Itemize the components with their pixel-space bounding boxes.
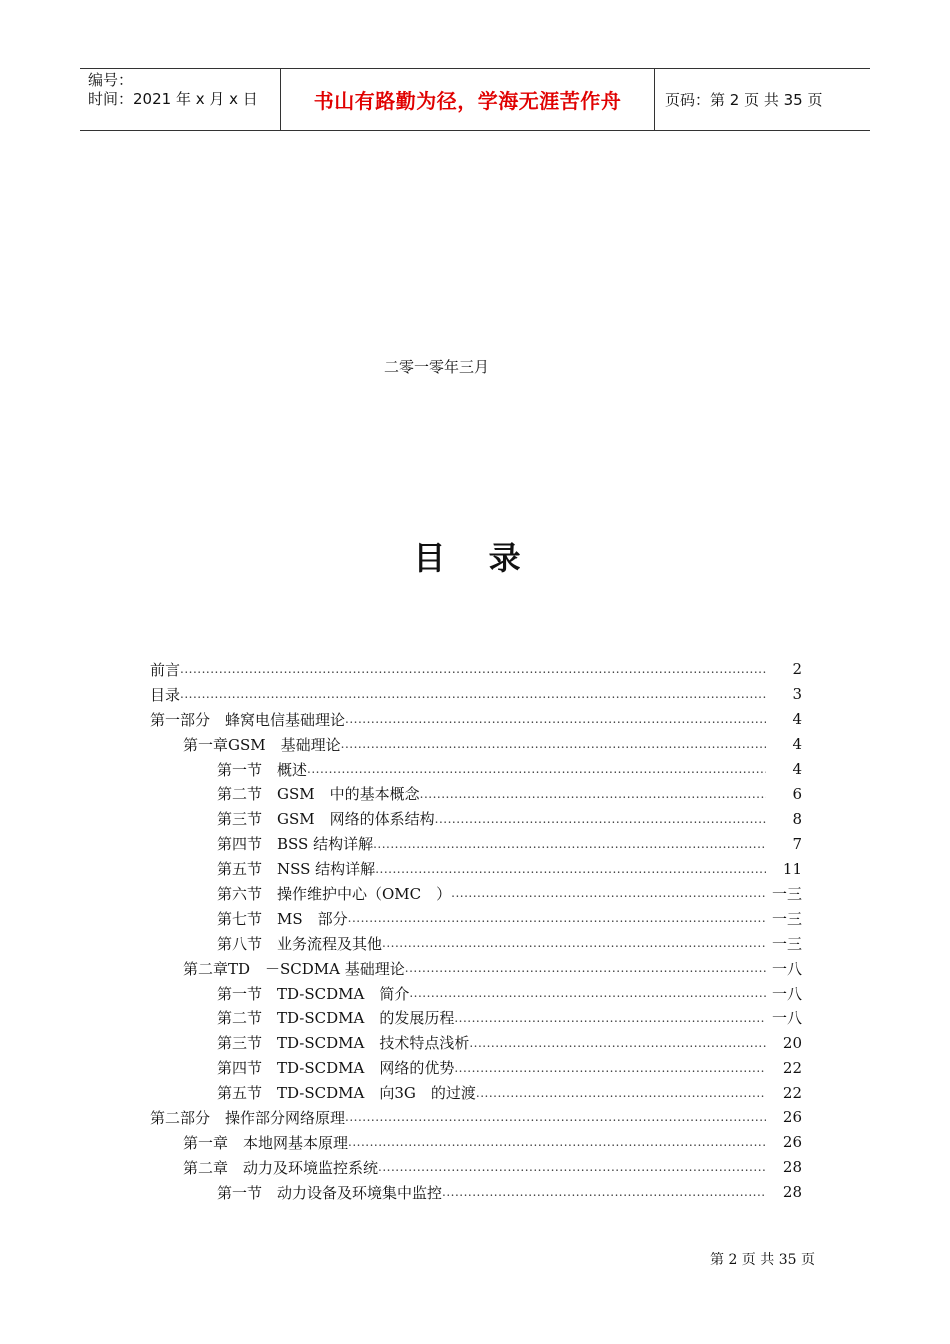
toc-leader-dots: [375, 862, 766, 876]
toc-entry[interactable]: [150, 732, 802, 757]
toc-entry[interactable]: [150, 956, 802, 981]
toc-leader-dots: [442, 1185, 766, 1199]
toc-entry[interactable]: [150, 1130, 802, 1155]
toc-entry-page: 2: [792, 660, 802, 679]
toc-entry-page: 26: [782, 1108, 802, 1127]
toc-entry-text: 第六节 操作维护中心（OMC ）: [217, 884, 452, 903]
toc-entry-text: 第三节 TD-SCDMA 技术特点浅析: [217, 1034, 470, 1053]
number-label: 编号：: [88, 71, 134, 89]
toc-entry-page: 3: [792, 685, 802, 704]
time-label: 时间：2021 年 x 月 x 日: [88, 90, 258, 108]
toc-entry[interactable]: [150, 931, 802, 956]
toc-entry[interactable]: [150, 1180, 802, 1205]
toc-entry-page: 4: [792, 735, 802, 754]
toc-entry[interactable]: [150, 657, 802, 682]
toc-entry-page: 20: [782, 1033, 802, 1052]
toc-leader-dots: [469, 1036, 766, 1050]
toc-entry-page: 22: [782, 1058, 802, 1077]
toc-leader-dots: [345, 712, 766, 726]
toc-leader-dots: [341, 737, 766, 751]
toc-entry-text: 第二部分 操作部分网络原理: [150, 1108, 346, 1127]
toc-entry-page: 4: [792, 760, 802, 778]
toc-entry-page: 28: [782, 1183, 802, 1202]
toc-entry-page: 一八: [771, 984, 802, 1003]
toc-leader-dots: [348, 1135, 766, 1149]
toc-leader-dots: [405, 961, 766, 975]
toc-entry[interactable]: [150, 1005, 802, 1030]
toc-entry-text: 第五节 NSS 结构详解: [217, 860, 376, 879]
toc-leader-dots: [409, 986, 766, 1000]
toc-entry-page: 22: [782, 1083, 802, 1102]
toc-entry-text: 第五节 TD-SCDMA 向3G 的过渡: [217, 1084, 476, 1103]
toc-entry-text: 第二节 GSM 中的基本概念: [217, 785, 420, 804]
page-header: [80, 68, 870, 131]
toc-entry-page: 28: [782, 1158, 802, 1177]
toc-leader-dots: [180, 687, 766, 701]
toc-entry-text: 前言: [150, 660, 181, 679]
toc-entry-text: 第一部分 蜂窝电信基础理论: [150, 710, 346, 729]
toc-entry-page: 一三: [771, 884, 802, 903]
toc-entry-text: 目录: [150, 685, 181, 704]
date-line: 二零一零年三月: [384, 358, 490, 376]
toc-entry-text: 第二节 TD-SCDMA 的发展历程: [217, 1009, 455, 1028]
toc-entry[interactable]: [150, 781, 802, 806]
toc-leader-dots: [420, 787, 766, 801]
toc-entry[interactable]: [150, 1080, 802, 1105]
toc-entry-page: 26: [782, 1133, 802, 1152]
toc-leader-dots: [454, 1011, 766, 1025]
toc-leader-dots: [382, 936, 766, 950]
toc-entry[interactable]: [150, 757, 802, 782]
toc-leader-dots: [348, 911, 766, 925]
toc-entry-page: 11: [782, 859, 802, 878]
toc-leader-dots: [476, 1086, 766, 1100]
toc-entry-text: 第一章GSM 基础理论: [183, 735, 341, 754]
toc-entry[interactable]: [150, 856, 802, 881]
header-motto: 书山有路勤为径，学海无涯苦作舟: [281, 69, 655, 130]
toc-entry-text: 第八节 业务流程及其他: [217, 934, 383, 953]
toc-entry[interactable]: [150, 831, 802, 856]
toc-entry-page: 一八: [771, 1009, 802, 1028]
header-page-label: 页码：第 2 页 共 35 页: [665, 91, 823, 109]
toc-entry[interactable]: [150, 682, 802, 707]
toc-entry[interactable]: [150, 1155, 802, 1180]
toc-entry-text: 第三节 GSM 网络的体系结构: [217, 810, 435, 829]
page-footer: 第 2 页 共 35 页: [710, 1252, 815, 1268]
toc-entry[interactable]: [150, 1105, 802, 1130]
table-of-contents: [150, 657, 802, 1205]
toc-title: 目 录: [413, 539, 537, 577]
toc-entry[interactable]: [150, 881, 802, 906]
toc-entry-text: 第一章 本地网基本原理: [183, 1133, 349, 1152]
toc-leader-dots: [180, 662, 766, 676]
toc-entry[interactable]: [150, 1055, 802, 1080]
toc-leader-dots: [307, 762, 766, 776]
toc-entry-page: 7: [792, 834, 802, 853]
toc-entry[interactable]: [150, 707, 802, 732]
toc-entry[interactable]: [150, 981, 802, 1006]
toc-entry-text: 第一节 动力设备及环境集中监控: [217, 1183, 443, 1202]
toc-entry[interactable]: [150, 906, 802, 931]
toc-entry-page: 一三: [771, 934, 802, 953]
toc-entry-page: 6: [792, 784, 802, 803]
toc-leader-dots: [378, 1160, 766, 1174]
header-meta: [80, 69, 281, 130]
toc-leader-dots: [454, 1061, 766, 1075]
toc-leader-dots: [435, 812, 766, 826]
toc-leader-dots: [373, 837, 766, 851]
toc-leader-dots: [345, 1110, 766, 1124]
toc-entry-text: 第四节 BSS 结构详解: [217, 835, 374, 854]
toc-entry-page: 4: [792, 710, 802, 729]
toc-entry-text: 第二章TD －SCDMA 基础理论: [183, 959, 405, 978]
toc-entry-text: 第一节 概述: [217, 760, 308, 779]
toc-entry[interactable]: [150, 1030, 802, 1055]
toc-entry-text: 第一节 TD-SCDMA 简介: [217, 984, 410, 1003]
toc-entry-text: 第四节 TD-SCDMA 网络的优势: [217, 1059, 455, 1078]
toc-entry-text: 第七节 MS 部分: [217, 909, 348, 928]
toc-entry-page: 8: [792, 809, 802, 828]
toc-entry[interactable]: [150, 806, 802, 831]
toc-entry-page: 一三: [771, 909, 802, 928]
toc-entry-page: 一八: [771, 959, 802, 978]
toc-leader-dots: [451, 886, 766, 900]
toc-entry-text: 第二章 动力及环境监控系统: [183, 1158, 379, 1177]
